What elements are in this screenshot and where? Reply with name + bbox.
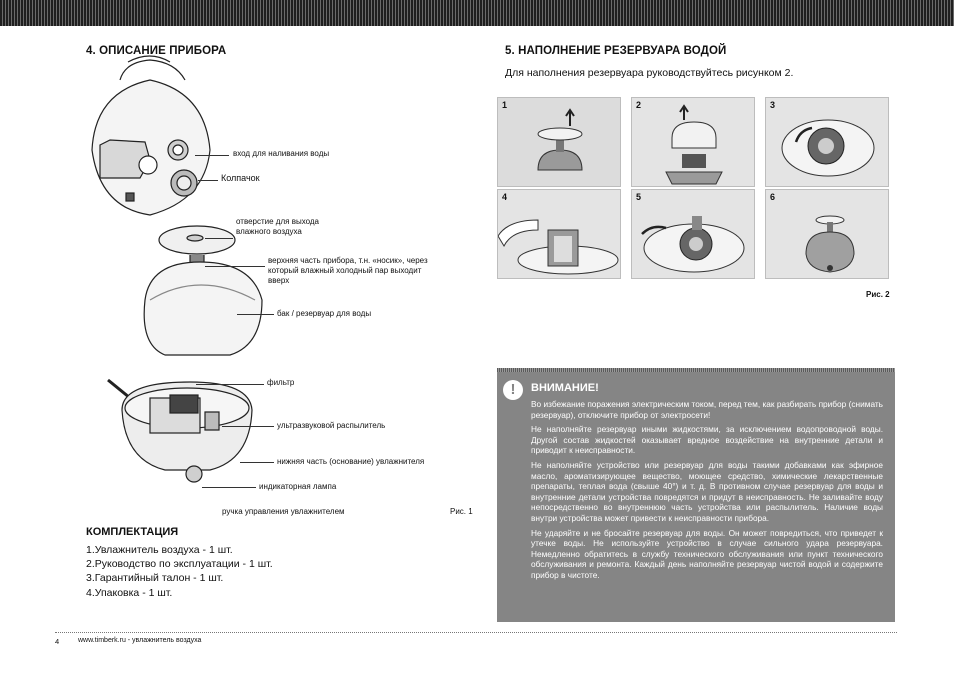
label-tank: бак / резервуар для воды — [277, 309, 372, 318]
step-1-illustration — [498, 98, 621, 187]
page-number: 4 — [55, 637, 60, 646]
step-panel-5 — [631, 189, 755, 279]
label-top-line3: вверх — [268, 276, 290, 285]
tank-assembly — [144, 226, 262, 355]
step-2-illustration — [632, 98, 755, 187]
kit-item: 4.Упаковка - 1 шт. — [86, 586, 173, 599]
kit-title: КОМПЛЕКТАЦИЯ — [86, 526, 179, 538]
label-outlet-line1: отверстие для выхода — [236, 217, 319, 226]
warning-body — [531, 399, 883, 585]
section-title-device-description: 4. ОПИСАНИЕ ПРИБОРА — [86, 45, 227, 57]
warning-paragraph: Не ударяйте и не бросайте резервуар для воды. Он может повредиться, что приведет к утечке воды. Не используйте устройство в случае сильного удара резервуара. Немедленно обратитесь в службу технического обслуживания или пункт технического обслуживания и ремонта. Каждый день наполняйте резервуар чистой водой и содержите прибор в чистоте. — [531, 527, 883, 580]
label-water-inlet: вход для наливания воды — [233, 149, 330, 158]
step-panel-6 — [765, 189, 889, 279]
label-cap: Колпачок — [221, 173, 260, 183]
label-top-line1: верхняя часть прибора, т.н. «носик», через — [268, 256, 428, 265]
footer-text: www.timberk.ru - увлажнитель воздуха — [78, 637, 202, 644]
figure-2-caption: Рис. 2 — [866, 290, 890, 299]
warning-paragraph: Не наполняйте резервуар иными жидкостями, за исключением водопроводной воды. Другой состав жидкостей оказывает вредное воздействие на внутренние детали и приводит к неисправности. — [531, 424, 883, 456]
filling-lead-text: Для наполнения резервуара руководствуйтесь рисунком 2. — [505, 67, 794, 79]
step-4-illustration — [498, 190, 621, 279]
warning-box — [497, 368, 895, 622]
step-panel-2 — [631, 97, 755, 187]
warning-paragraph: Во избежание поражения электрическим током, перед тем, как разбирать прибор (снимать резервуар), отключите прибор от электросети! — [531, 399, 883, 420]
base-assembly — [108, 380, 252, 482]
leader-top-part — [205, 266, 265, 267]
step-number: 6 — [770, 192, 776, 202]
label-top-line2: который влажный холодный пар выходит — [268, 266, 422, 275]
leader-tank — [237, 314, 274, 315]
step-6-illustration — [766, 190, 889, 279]
kit-item: 2.Руководство по эксплуатации - 1 шт. — [86, 558, 273, 571]
label-atomizer: ультразвуковой распылитель — [277, 421, 386, 430]
kit-item: 1.Увлажнитель воздуха - 1 шт. — [86, 544, 233, 556]
label-lamp: индикаторная лампа — [259, 482, 337, 491]
step-number: 4 — [502, 192, 508, 202]
step-5-illustration — [632, 190, 755, 279]
leader-atomizer — [222, 426, 274, 427]
footer-divider — [55, 632, 897, 633]
kit-item: 3.Гарантийный талон - 1 шт. — [86, 572, 224, 585]
warning-title: ВНИМАНИЕ! — [531, 382, 599, 394]
label-filter: фильтр — [267, 378, 295, 387]
section-title-filling: 5. НАПОЛНЕНИЕ РЕЗЕРВУАРА ВОДОЙ — [505, 45, 727, 57]
figure-1-caption: Рис. 1 — [450, 507, 473, 516]
label-knob: ручка управления увлажнителем — [222, 507, 345, 516]
step-number: 3 — [770, 100, 776, 110]
step-number: 2 — [636, 100, 642, 110]
exclamation-icon: ! — [503, 380, 523, 400]
label-outlet-line2: влажного воздуха — [236, 227, 302, 236]
leader-lamp — [202, 487, 256, 488]
kit-list — [86, 543, 273, 600]
leader-filter — [196, 384, 264, 385]
step-number: 5 — [636, 192, 642, 202]
leader-outlet — [205, 238, 233, 239]
step-number: 1 — [502, 100, 508, 110]
tank-bottom-view — [92, 56, 210, 215]
step-panel-3 — [765, 97, 889, 187]
leader-base — [240, 462, 274, 463]
step-panel-1 — [497, 97, 621, 187]
step-3-illustration — [766, 98, 889, 187]
label-base: нижняя часть (основание) увлажнителя — [277, 457, 425, 466]
step-panel-4 — [497, 189, 621, 279]
warning-top-strip — [497, 368, 895, 372]
leader-water-inlet — [195, 155, 229, 156]
leader-cap — [198, 180, 218, 181]
warning-paragraph: Не наполняйте устройство или резервуар для воды такими добавками как эфирное масло, ароматизирующее вещество, моющее средство, химические лекарственные препараты, теплая вода (свыше 40°) и т. д. В противном случае резервуар для воды и внутренние детали устройства повредятся и придут в неисправность. Не заливайте воду непосредственно во внутреннюю часть устройства или распылитель. Наличие воды внутри устройства может привести к неисправности прибора. — [531, 459, 883, 523]
